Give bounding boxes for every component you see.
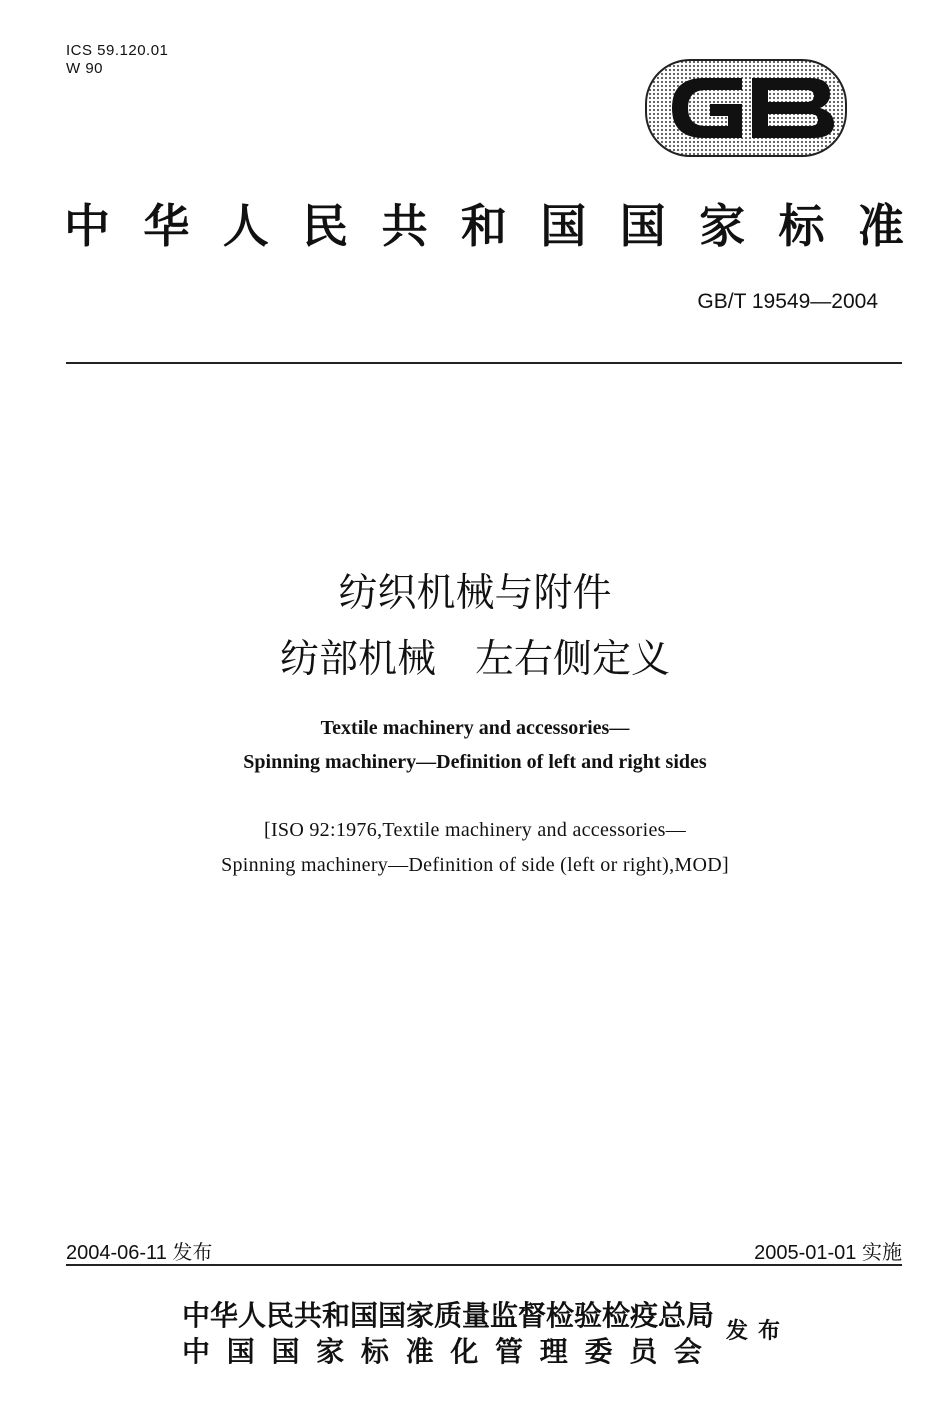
gb-logo [644,56,848,160]
iso-reference-line2: Spinning machinery—Definition of side (left or right),MOD] [221,854,729,876]
issuer-sac [182,1330,702,1370]
issuer-char: 国 [226,1335,255,1368]
heading-char: 家 [699,199,746,253]
issuer-char: 国 [271,1335,300,1368]
ics-code: ICS 59.120.01 [66,42,169,59]
issuer-aqsiq: 中华人民共和国国家质量监督检验检疫总局 [182,1299,715,1332]
issuer-char: 标 [360,1335,389,1368]
iso-reference-line1: [ISO 92:1976,Textile machinery and accessories— [263,819,687,841]
heading-char: 华 [143,199,190,253]
classification-codes [66,42,168,78]
heading-char: 国 [540,199,587,253]
title-cn-line2: 纺部机械 左右侧定义 [279,637,670,682]
bottom-divider [66,1264,902,1266]
publish-label: 发布 [726,1318,791,1344]
title-en-line1: Textile machinery and accessories— [320,717,630,739]
issue-date: 2004-06-11 发布 [66,1242,213,1264]
issuer-char: 中 [182,1335,211,1368]
title-cn-line1: 纺织机械与附件 [338,571,612,616]
heading-char: 人 [222,199,269,253]
heading-char: 民 [302,199,349,253]
issuer-char: 化 [450,1335,479,1368]
implementation-date: 2005-01-01 实施 [754,1242,902,1264]
issuer-char: 委 [584,1335,613,1368]
title-en-line2: Spinning machinery—Definition of left and right sides [243,751,707,773]
issuer-char: 准 [405,1335,434,1368]
heading-char: 中 [64,199,110,253]
issuer-char: 管 [495,1335,524,1368]
ccs-code: W 90 [66,60,104,77]
standard-number: GB/T 19549—2004 [697,290,878,313]
issuer-char: 会 [673,1335,702,1368]
heading-char: 和 [460,199,507,253]
issuer-char: 员 [629,1335,658,1368]
heading-char: 共 [381,199,428,253]
heading-char: 准 [857,199,904,253]
national-standard-heading [64,190,904,256]
issuer-char: 家 [316,1335,345,1368]
heading-char: 标 [778,199,825,253]
heading-char: 国 [619,199,666,253]
issuer-char: 理 [539,1335,568,1368]
top-divider [66,362,902,364]
